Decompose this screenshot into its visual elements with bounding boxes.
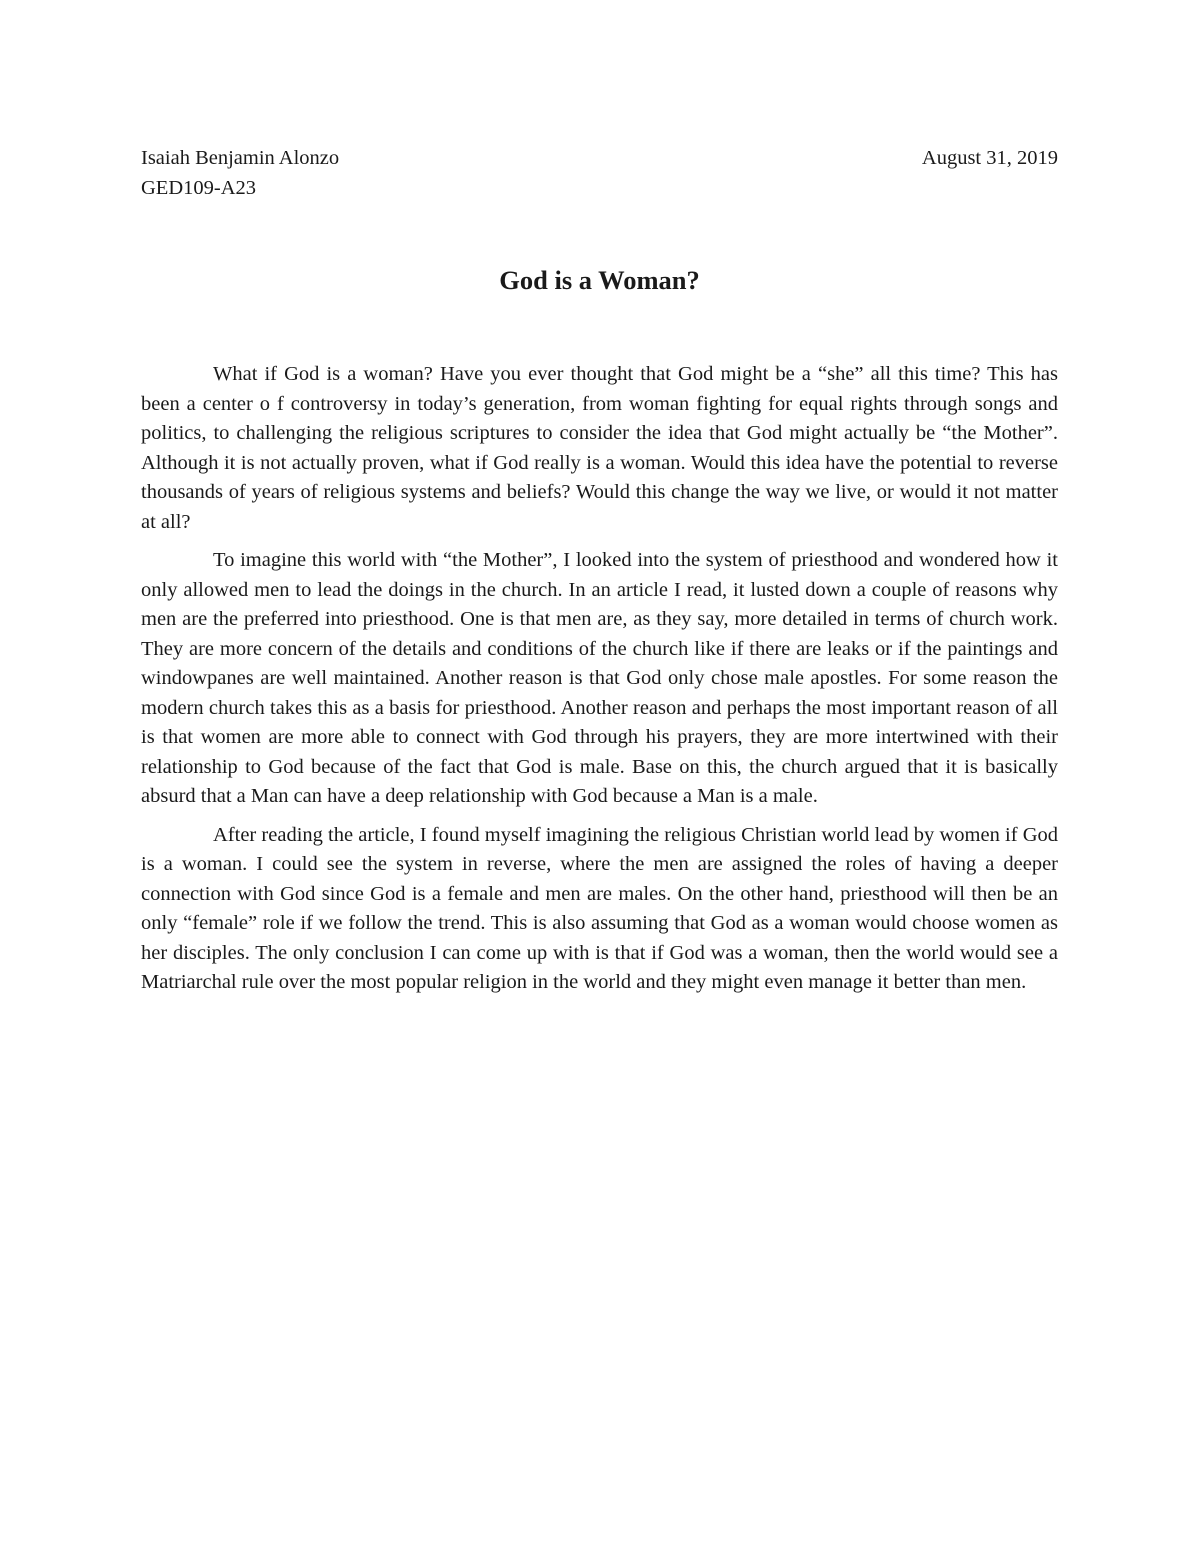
document-date: August 31, 2019: [921, 147, 1058, 169]
paragraph: What if God is a woman? Have you ever thought that God might be a “she” all this time? This has been a center o f controversy in today’s generation, from woman fighting for equal rights through songs and politics, to challenging the religious scriptures to consider the idea that God might actually be “the Mother”. Although it is not actually proven, what if God really is a woman. Would this idea have the potential to reverse thousands of years of religious systems and beliefs? Would this change the way we live, or would it not matter at all?: [141, 363, 1058, 533]
paragraph: To imagine this world with “the Mother”, I looked into the system of priesthood and wondered how it only allowed men to lead the doings in the church. In an article I read, it lusted down a couple of reasons why men are the preferred into priesthood. One is that men are, as they say, more detailed in terms of church work. They are more concern of the details and conditions of the church like if there are leaks or if the paintings and windowpanes are well maintained. Another reason is that God only chose male apostles. For some reason the modern church takes this as a basis for priesthood. Another reason and perhaps the most important reason of all is that women are more able to connect with God through his prayers, they are more intertwined with their relationship to God because of the fact that God is male. Base on this, the church argued that it is basically absurd that a Man can have a deep relationship with God because a Man is a male.: [141, 549, 1058, 807]
document-body: [141, 360, 1058, 1007]
document-title: God is a Woman?: [499, 265, 700, 295]
author-name: Isaiah Benjamin Alonzo: [141, 147, 340, 169]
paragraph: After reading the article, I found myself imagining the religious Christian world lead by women if God is a woman. I could see the system in reverse, where the men are assigned the roles of having a deeper connection with God since God is a female and men are males. On the other hand, priesthood will then be an only “female” role if we follow the trend. This is also assuming that God as a woman would choose women as her disciples. The only conclusion I can come up with is that if God was a woman, then the world would see a Matriarchal rule over the most popular religion in the world and they might even manage it better than men.: [141, 823, 1058, 993]
course-code: GED109-A23: [141, 177, 257, 199]
document-header: [141, 143, 1058, 203]
header-row: [141, 143, 1058, 173]
